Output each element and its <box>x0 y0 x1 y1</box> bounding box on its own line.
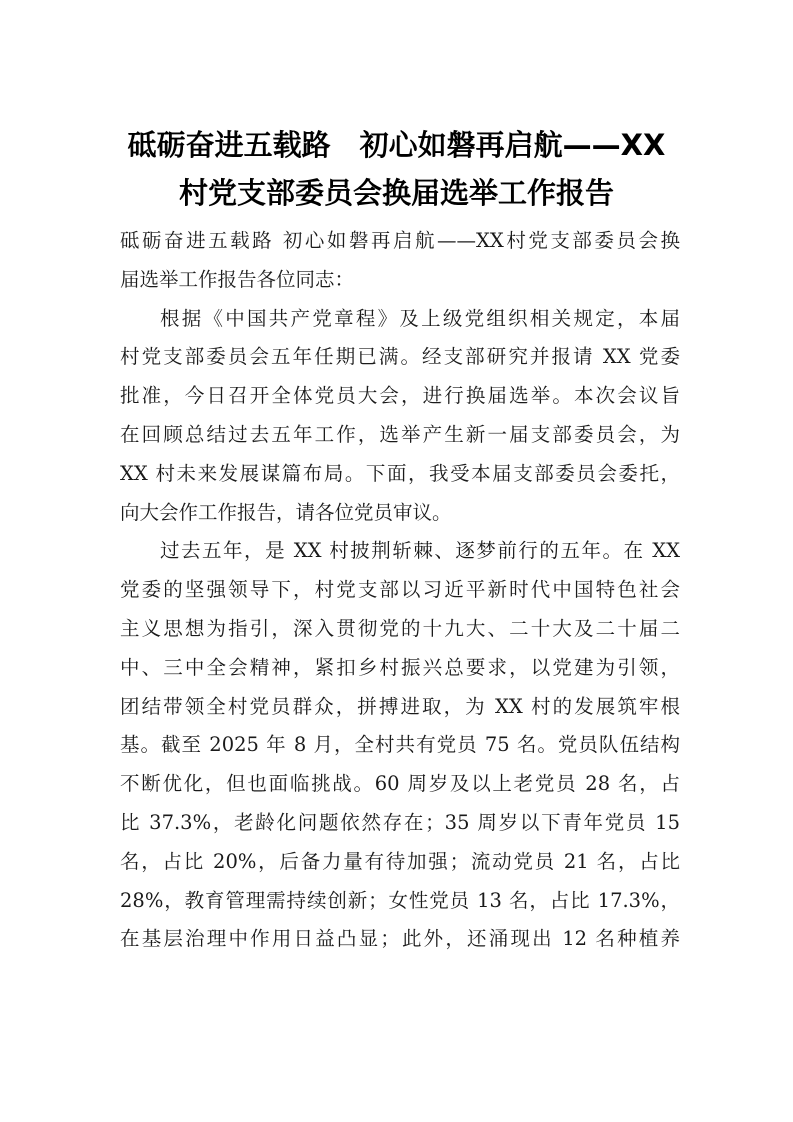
body-line: 28%，教育管理需持续创新；女性党员 13 名，占比 17.3%， <box>120 888 680 912</box>
body-line: 村党支部委员会五年任期已满。经支部研究并报请 XX 党委 <box>120 345 680 369</box>
body-line: 比 37.3%，老龄化问题依然存在；35 周岁以下青年党员 15 <box>120 810 680 834</box>
body-line: 届选举工作报告各位同志： <box>120 267 355 291</box>
body-line: 基。截至 2025 年 8 月，全村共有党员 75 名。党员队伍结构 <box>120 733 680 757</box>
document-title-line-2: 村党支部委员会换届选举工作报告 <box>178 176 614 210</box>
body-line: 在基层治理中作用日益凸显；此外，还涌现出 12 名种植养 <box>120 927 680 951</box>
document-title-line-1: 砥砺奋进五载路 初心如磐再启航——XX <box>127 128 666 162</box>
body-line: 根据《中国共产党章程》及上级党组织相关规定，本届 <box>160 306 680 330</box>
body-line: 中、三中全会精神，紧扣乡村振兴总要求，以党建为引领， <box>120 655 680 679</box>
body-line: 向大会作工作报告，请各位党员审议。 <box>120 500 452 524</box>
body-line: 主义思想为指引，深入贯彻党的十九大、二十大及二十届二 <box>120 616 680 640</box>
body-line: 砥砺奋进五载路 初心如磐再启航——XX村党支部委员会换 <box>120 229 680 252</box>
body-line: XX 村未来发展谋篇布局。下面，我受本届支部委员会委托， <box>120 461 680 485</box>
document-body <box>120 222 680 959</box>
body-line: 在回顾总结过去五年工作，选举产生新一届支部委员会，为 <box>120 422 680 446</box>
body-line: 党委的坚强领导下，村党支部以习近平新时代中国特色社会 <box>120 578 680 602</box>
body-line: 不断优化，但也面临挑战。60 周岁及以上老党员 28 名，占 <box>120 772 680 796</box>
body-line: 批准，今日召开全体党员大会，进行换届选举。本次会议旨 <box>120 384 680 408</box>
body-line: 过去五年，是 XX 村披荆斩棘、逐梦前行的五年。在 XX <box>160 539 680 563</box>
body-line: 团结带领全村党员群众，拼搏进取，为 XX 村的发展筑牢根 <box>120 694 680 718</box>
body-line: 名，占比 20%，后备力量有待加强；流动党员 21 名，占比 <box>120 849 680 873</box>
